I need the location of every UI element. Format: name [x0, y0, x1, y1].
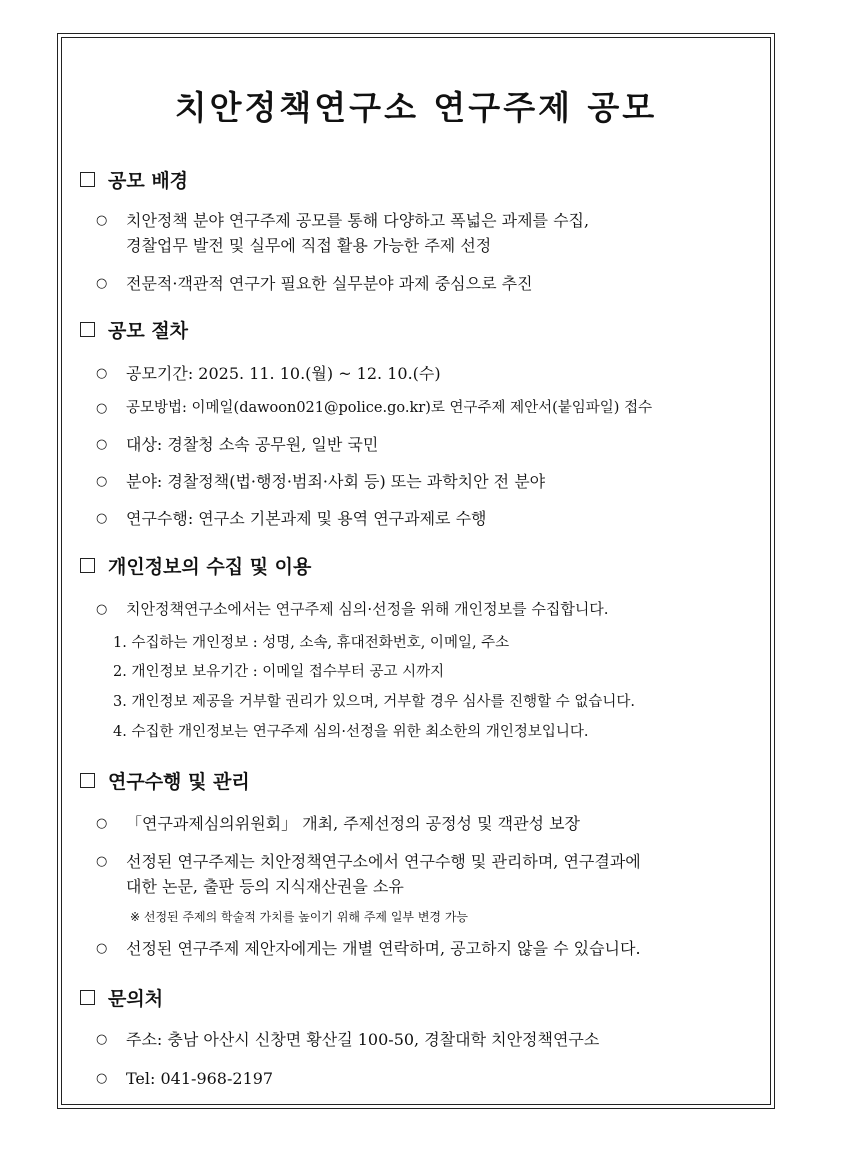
- list-item: [96, 271, 756, 296]
- circle-bullet-icon: ○: [96, 941, 108, 956]
- list-item-text: 선정된 연구주제 제안자에게는 개별 연락하며, 공고하지 않을 수 있습니다.: [126, 939, 641, 958]
- list-item: [96, 469, 756, 494]
- list-item-text: 대상: 경찰청 소속 공무원, 일반 국민: [126, 435, 379, 454]
- list-item-text: [126, 849, 756, 899]
- list-item-text: 분야: 경찰정책(법·행정·범죄·사회 등) 또는 과학치안 전 분야: [126, 472, 546, 491]
- section-heading-contact: [80, 984, 163, 1011]
- list-item: [96, 208, 756, 258]
- circle-bullet-icon: ○: [96, 437, 108, 452]
- document-frame: [57, 33, 775, 1109]
- list-item: [96, 506, 756, 531]
- section-heading-privacy: [80, 552, 311, 579]
- section-heading-procedure: [80, 316, 188, 343]
- circle-bullet-icon: ○: [96, 213, 108, 228]
- text-line: 선정된 연구주제는 치안정책연구소에서 연구수행 및 관리하며, 연구결과에: [126, 852, 641, 871]
- note-text: ※ 선정된 주제의 학술적 가치를 높이기 위해 주제 일부 변경 가능: [130, 910, 469, 924]
- section-heading-text: 공모 절차: [108, 320, 189, 342]
- list-item: [96, 597, 756, 622]
- empty-square-icon: [80, 990, 95, 1005]
- list-item: [96, 811, 756, 836]
- list-item-text: 공모방법: 이메일(dawoon021@police.go.kr)로 연구주제 제안서(붙임파일) 접수: [126, 400, 653, 416]
- list-item-text: 공모기간: 2025. 11. 10.(월) ~ 12. 10.(수): [126, 364, 441, 383]
- circle-bullet-icon: ○: [96, 276, 108, 291]
- section-heading-text: 문의처: [108, 988, 164, 1010]
- section-heading-text: 공모 배경: [108, 170, 189, 192]
- list-item-text: 연구수행: 연구소 기본과제 및 용역 연구과제로 수행: [126, 509, 487, 528]
- circle-bullet-icon: ○: [96, 366, 108, 381]
- empty-square-icon: [80, 322, 95, 337]
- list-item: [96, 936, 756, 961]
- section-heading-background: [80, 166, 188, 193]
- circle-bullet-icon: ○: [96, 602, 108, 617]
- list-item-text: 주소: 충남 아산시 신창면 황산길 100-50, 경찰대학 치안정책연구소: [126, 1030, 600, 1049]
- list-item: [96, 849, 756, 899]
- page-title: 치안정책연구소 연구주제 공모: [174, 88, 658, 127]
- list-item-text: Tel: 041-968-2197: [126, 1069, 274, 1088]
- empty-square-icon: [80, 172, 95, 187]
- list-item-text: 전문적·객관적 연구가 필요한 실무분야 과제 중심으로 추진: [126, 274, 533, 293]
- list-item: [96, 432, 756, 457]
- text-line: 치안정책 분야 연구주제 공모를 통해 다양하고 폭넓은 과제를 수집,: [126, 211, 590, 230]
- numbered-item: 3. 개인정보 제공을 거부할 권리가 있으며, 거부할 경우 심사를 진행할 수 없습니다.: [113, 694, 635, 710]
- text-line: 대한 논문, 출판 등의 지식재산권을 소유: [126, 877, 404, 896]
- list-item: [96, 396, 756, 421]
- text-line: 경찰업무 발전 및 실무에 직접 활용 가능한 주제 선정: [126, 236, 492, 255]
- circle-bullet-icon: ○: [96, 816, 108, 831]
- circle-bullet-icon: ○: [96, 854, 108, 869]
- section-heading-management: [80, 767, 250, 794]
- circle-bullet-icon: ○: [96, 1032, 108, 1047]
- circle-bullet-icon: ○: [96, 474, 108, 489]
- numbered-item: 1. 수집하는 개인정보 : 성명, 소속, 휴대전화번호, 이메일, 주소: [113, 635, 510, 651]
- numbered-item: 4. 수집한 개인정보는 연구주제 심의·선정을 위한 최소한의 개인정보입니다.: [113, 724, 589, 740]
- empty-square-icon: [80, 773, 95, 788]
- list-item: [96, 1066, 756, 1091]
- list-item: [96, 361, 756, 386]
- list-item-text: [126, 208, 756, 258]
- list-item-text: 「연구과제심의위원회」 개최, 주제선정의 공정성 및 객관성 보장: [126, 814, 581, 833]
- empty-square-icon: [80, 558, 95, 573]
- list-item-text: 치안정책연구소에서는 연구주제 심의·선정을 위해 개인정보를 수집합니다.: [126, 600, 609, 618]
- section-heading-text: 개인정보의 수집 및 이용: [108, 556, 312, 578]
- list-item: [96, 1027, 756, 1052]
- circle-bullet-icon: ○: [96, 1071, 108, 1086]
- circle-bullet-icon: ○: [96, 401, 108, 416]
- section-heading-text: 연구수행 및 관리: [108, 771, 250, 793]
- circle-bullet-icon: ○: [96, 511, 108, 526]
- numbered-item: 2. 개인정보 보유기간 : 이메일 접수부터 공고 시까지: [113, 664, 445, 680]
